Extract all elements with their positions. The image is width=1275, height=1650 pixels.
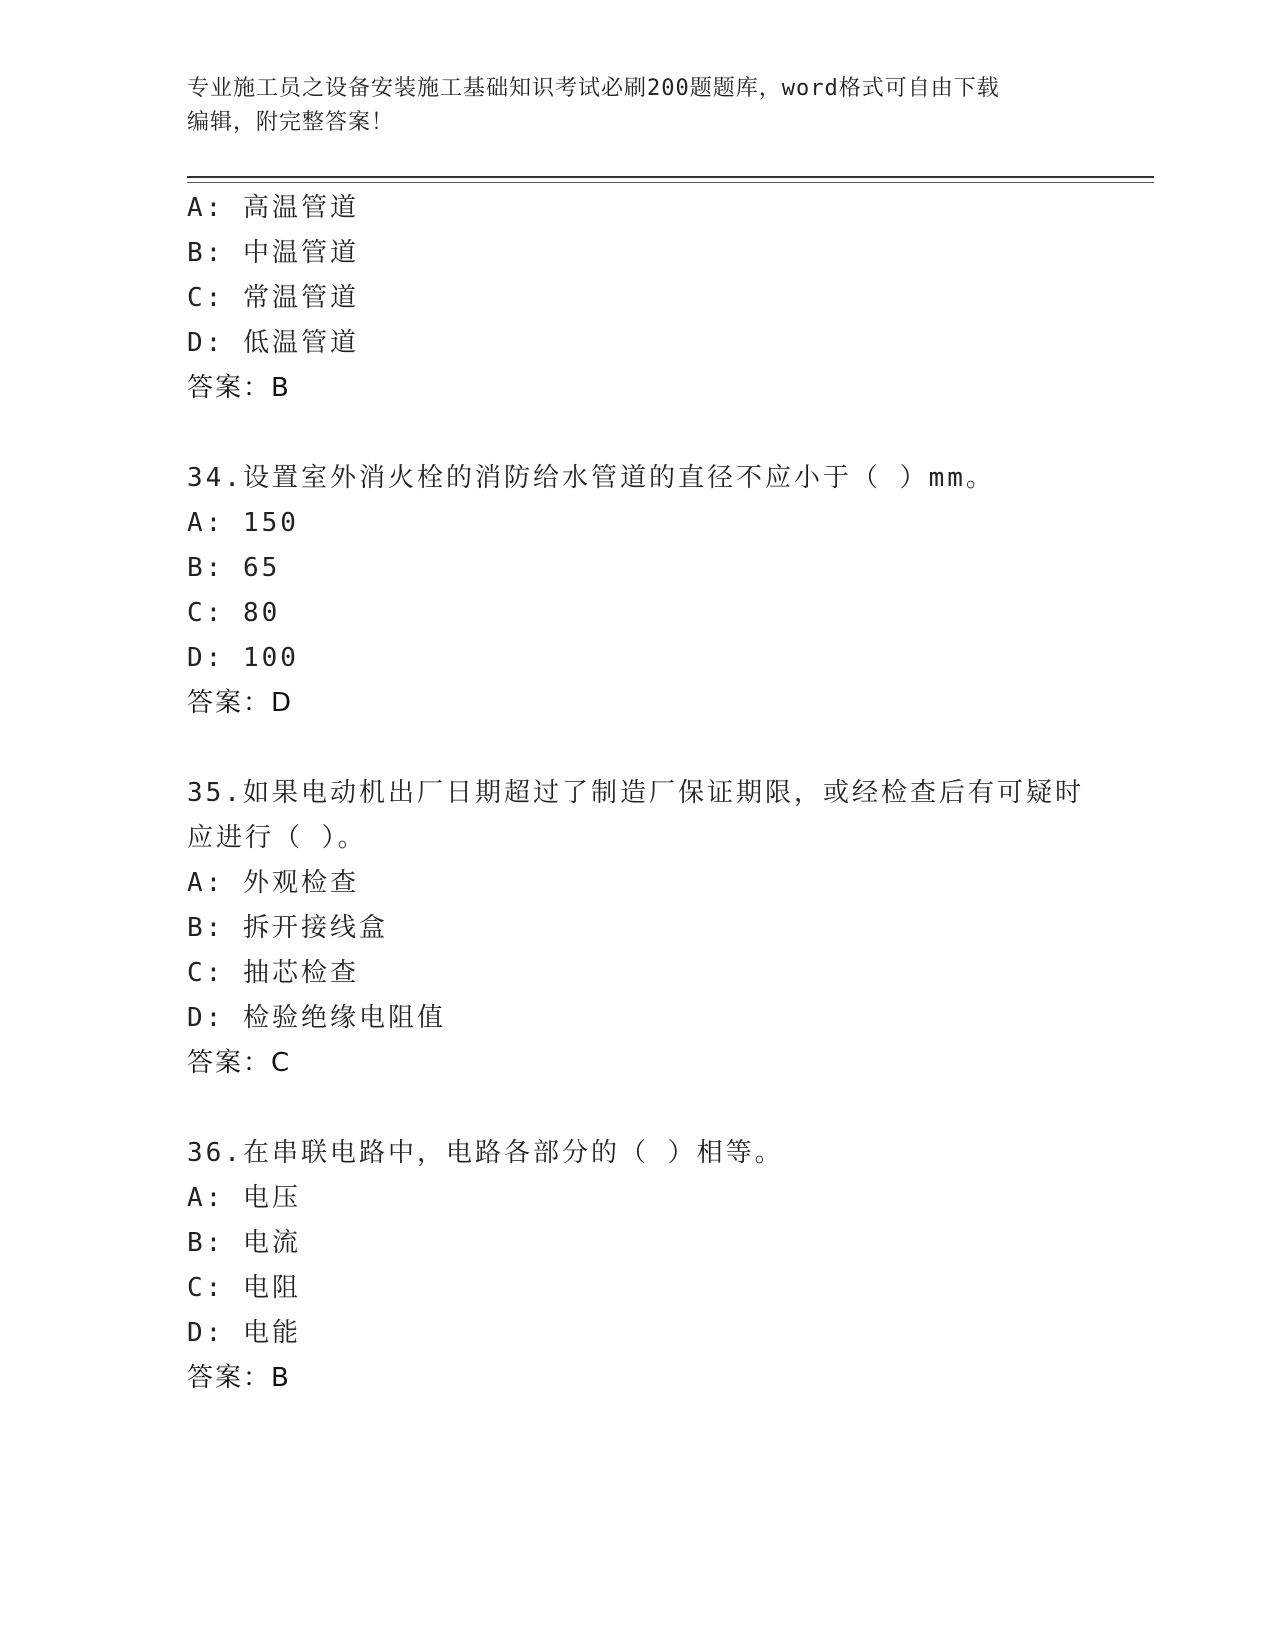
q33-option-b: B: 中温管道 (187, 238, 359, 268)
q34-option-a: A: 150 (187, 508, 299, 538)
q34-option-d: D: 100 (187, 643, 299, 673)
q36-option-d: D: 电能 (187, 1318, 301, 1348)
q35-answer: 答案：C (187, 1048, 292, 1078)
header-line-1: 专业施工员之设备安装施工基础知识考试必刷200题题库，word格式可自由下载 (187, 76, 1000, 101)
q36-option-a: A: 电压 (187, 1183, 301, 1213)
q33-answer: 答案：B (187, 373, 291, 403)
q35-option-c: C: 抽芯检查 (187, 958, 359, 988)
q35-stem-line-1: 35.如果电动机出厂日期超过了制造厂保证期限，或经检查后有可疑时 (187, 778, 1084, 808)
q34-option-c: C: 80 (187, 598, 281, 628)
q35-stem-line-2: 应进行（ ）。 (187, 823, 367, 853)
q36-answer: 答案：B (187, 1363, 291, 1393)
page-header (187, 72, 1067, 140)
q33-option-c: C: 常温管道 (187, 283, 359, 313)
header-line-2: 编辑，附完整答案！ (187, 110, 395, 135)
header-rule-thick (187, 176, 1154, 178)
q34-option-b: B: 65 (187, 553, 281, 583)
q36-option-b: B: 电流 (187, 1228, 301, 1258)
q34-stem: 34.设置室外消火栓的消防给水管道的直径不应小于（ ）mm。 (187, 463, 995, 493)
q35-option-d: D: 检验绝缘电阻值 (187, 1003, 446, 1033)
q35-option-a: A: 外观检查 (187, 868, 359, 898)
q33-option-d: D: 低温管道 (187, 328, 359, 358)
q34-answer: 答案：D (187, 688, 294, 718)
header-rule-thin (187, 182, 1154, 183)
q36-stem: 36.在串联电路中，电路各部分的（ ）相等。 (187, 1138, 784, 1168)
q33-option-a: A: 高温管道 (187, 193, 359, 223)
q36-option-c: C: 电阻 (187, 1273, 301, 1303)
q35-option-b: B: 拆开接线盒 (187, 913, 388, 943)
